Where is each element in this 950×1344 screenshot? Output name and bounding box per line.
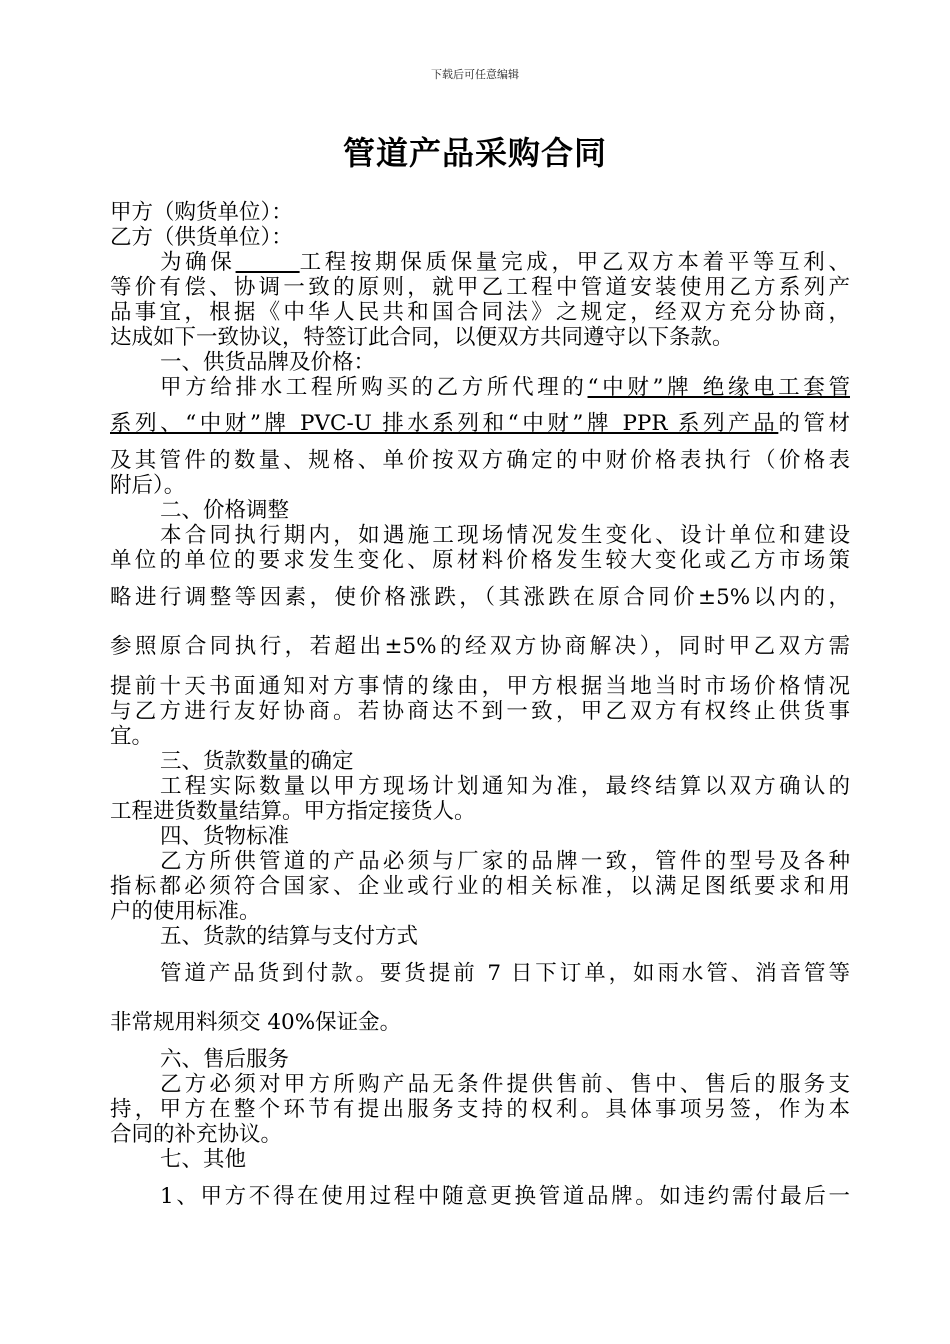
s2-line-5: 提前十天书面通知对方事情的缘由，甲方根据当地当时市场价格情况 [110,674,850,699]
section-7-heading: 七、其他 [160,1147,247,1172]
s2-line-1: 本合同执行期内，如遇施工现场情况发生变化、设计单位和建设 [160,523,850,548]
s4-line-1: 乙方所供管道的产品必须与厂家的品牌一致，管件的型号及各种 [160,849,850,874]
s1-line-1-text: 甲方给排水工程所购买的乙方所代理的 [160,375,588,400]
s3-line-2: 工程进货数量结算。甲方指定接货人。 [110,799,476,824]
s3-line-1: 工程实际数量以甲方现场计划通知为准，最终结算以双方确认的 [160,774,850,799]
s1-line-1 [160,375,850,401]
s2-line-2: 单位的单位的要求发生变化、原材料价格发生较大变化或乙方市场策 [110,548,850,573]
brand-underlined-2: 系列、“中财”牌 PVC-U 排水系列和“中财”牌 PPR 系列产品 [110,411,779,436]
s1-line-2 [110,411,850,437]
s1-line-3: 及其管件的数量、规格、单价按双方确定的中财价格表执行（价格表 [110,448,850,473]
intro-prefix: 为确保 [160,250,236,275]
s6-line-2: 持，甲方在整个环节有提出服务支持的权利。具体事项另签，作为本 [110,1097,850,1122]
s5-line-1: 管道产品货到付款。要货提前 7 日下订单，如雨水管、消音管等 [160,961,850,986]
section-3-heading: 三、货款数量的确定 [160,749,354,774]
s4-line-3: 户的使用标准。 [110,899,261,924]
s7-line-1: 1、甲方不得在使用过程中随意更换管道品牌。如违约需付最后一 [160,1184,850,1209]
section-2-heading: 二、价格调整 [160,498,290,523]
party-b-line: 乙方（供货单位）： [110,225,293,250]
page-header-note: 下载后可任意编辑 [431,68,519,81]
brand-underlined-1: “中财”牌 绝缘电工套管 [587,375,850,400]
intro-line-1 [160,250,850,276]
s1-line-4: 附后）。 [110,473,186,498]
intro-line-4: 达成如下一致协议，特签订此合同，以便双方共同遵守以下条款。 [110,325,734,350]
project-name-blank [236,250,300,275]
intro-line-2: 等价有偿、协调一致的原则，就甲乙工程中管道安装使用乙方系列产 [110,275,850,300]
section-1-heading: 一、供货品牌及价格： [160,350,376,375]
s2-line-6: 与乙方进行友好协商。若协商达不到一致，甲乙双方有权终止供货事 [110,699,850,724]
section-6-heading: 六、售后服务 [160,1047,290,1072]
s2-line-4: 参照原合同执行，若超出±5%的经双方协商解决），同时甲乙双方需 [110,634,850,659]
s4-line-2: 指标都必须符合国家、企业或行业的相关标准，以满足图纸要求和用 [110,874,850,899]
s1-line-2-text: 的管材 [778,411,850,436]
section-4-heading: 四、货物标准 [160,824,290,849]
intro-line-3: 品事宜，根据《中华人民共和国合同法》之规定，经双方充分协商， [110,300,850,325]
s6-line-3: 合同的补充协议。 [110,1122,283,1147]
section-5-heading: 五、货款的结算与支付方式 [160,924,419,949]
party-a-line: 甲方（购货单位）： [110,200,293,225]
s2-line-7: 宜。 [110,724,154,749]
s2-line-3: 略进行调整等因素，使价格涨跌，（其涨跌在原合同价±5%以内的， [110,585,850,610]
s6-line-1: 乙方必须对甲方所购产品无条件提供售前、售中、售后的服务支 [160,1072,850,1097]
s5-line-2: 非常规用料须交 40%保证金。 [110,1010,402,1035]
contract-title: 管道产品采购合同 [342,134,607,172]
intro-rest: 工程按期保质保量完成，甲乙双方本着平等互利、 [299,250,850,275]
